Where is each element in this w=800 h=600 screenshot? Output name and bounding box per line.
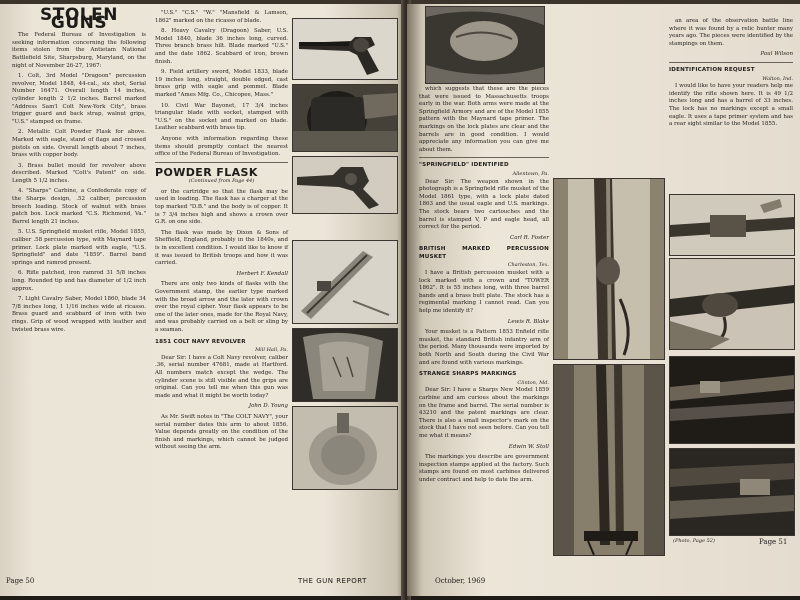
left-page [0, 4, 405, 596]
right-page-number: Page 51 [759, 538, 788, 546]
identification-heading: IDENTIFICATION REQUEST [669, 66, 755, 73]
rifle-breech-photo [425, 6, 545, 84]
letter-text: Dear Sir: The weapon shown in the photograph is a Springfield rifle musket of the Model 1861 type, with a lock plate dated 1863 and the usual eagle and U.S. markings. The stock bears two cartouches and the barrel is stamped V, P and eagle head, all correct for the period. [419, 178, 549, 231]
stolen-item: Anyone with information regarding these items should promptly contact the nearest office of the Federal Bureau of Investigation. [155, 135, 288, 158]
letter-place: Clinton, Md. [517, 379, 549, 386]
left-page-number: Page 50 [6, 577, 35, 585]
magazine-title: THE GUN REPORT [298, 577, 367, 585]
article-paragraph: an area of the observation battle line where it was found by a relic hunter many years ago. The pieces were identified by the stampings on them. [669, 18, 793, 47]
right-page [407, 4, 800, 596]
article-paragraph: or the cartridge so that the flask may be used in loading. The flask has a charger at the top marked "D.B." and the body is of copper. It is 7 3/4 inches high and shows a crown over G.R. on one side. [155, 188, 288, 226]
stolen-item: 6. Rifle patched, iron ramrod 31 5/8 inches long. Rounded tip and has diameter of 1/2 inch approx. [12, 270, 146, 292]
stolen-item: 10. Civil War Bayonet, 17 3/4 inches triangular blade with socket, stamped with "U.S." on the socket and marked on blade. Leather scabbard with brass tip. [155, 102, 288, 132]
letter-text: Dear Sir: I have a Colt Navy revolver, caliber .36, serial number 47681, made at Hartford. All numbers match except the wedge. The cylinder scene is still visible and the grips are original. Can you tell me when this gun was made and what it might be worth today? [155, 354, 288, 399]
stolen-item: 9. Field artillery sword, Model 1833, blade 19 inches long, straight, double edged, cast brass grip with eagle and pommel. Blade marked "Ames Mfg. Co., Chicopee, Mass." [155, 69, 288, 98]
stolen-guns-intro: The Federal Bureau of Investigation is seeking information concerning the following items stolen from the Antietam National Battlefield Site, Sharpsburg, Maryland, on the night of November 26-27, 1967: [12, 32, 146, 69]
article-paragraph: which suggests that these are the pieces that were issued to Massachusetts troops early in the war. Both arms were made at the Springfield Armory and are of the Model 1855 pattern with the Maynard tape primer. The markings on the lock plates are clear and the barrels are in good condition. I would appreciate any information you can give me about them. [419, 86, 549, 153]
musket-standing-photo [553, 178, 665, 360]
stolen-item: 4. "Sharps" Carbine, a Confederate copy of the Sharps design, .52 caliber, percussion breech loading. Stock of walnut with brass patch box. Lock marked "C.S. Richmond, Va." Barrel length 21 inches. [12, 188, 146, 225]
rifle-trigger-photo [669, 258, 795, 350]
stolen-item: 3. Brass bullet mould for revolver above described. Marked "Colt's Patent" on side. Length 5 1/2 inches. [12, 162, 146, 184]
letter-place: Walton, Ind. [762, 75, 793, 82]
stolen-item: 7. Light Cavalry Saber, Model 1860, blade 34 7/8 inches long, 1 1/16 inches wide at ricasso. Brass guard and scabbard of iron with two rings. Grip of wood wrapped with leather and twisted brass wire. [12, 296, 146, 333]
british-musket-heading: BRITISH MARKED PERCUSSION MUSKET [419, 246, 549, 260]
colt-navy-heading: 1851 COLT NAVY REVOLVER [155, 338, 246, 345]
letter-place: Allentown, Pa. [512, 170, 549, 177]
flask-engraving-photo [292, 328, 398, 402]
powder-flask-photo [292, 240, 398, 324]
continued-note: (Continued from Page 44) [188, 178, 255, 185]
letter-signature: John D. Young [248, 403, 288, 410]
rifle-barrel-photo [669, 356, 795, 444]
powder-flask-heading: POWDER FLASK [155, 165, 258, 179]
right-column-1 [419, 86, 549, 488]
divider [155, 162, 288, 163]
right-column-3 [669, 18, 793, 132]
article-paragraph: The flask was made by Dixon & Sons of Sheffield, England, probably in the 1840s, and is in excellent condition. I would like to know if it was issued to British troops and how it was carried. [155, 229, 288, 267]
editor-reply: As Mr. Swift notes in "The COLT NAVY", your serial number dates this arm to about 1856. Value depends greatly on the condition of the finish and markings, which cannot be judged without seeing the arm. [155, 413, 288, 451]
letter-text: Dear Sir: I have a Sharps New Model 1859 carbine and am curious about the markings on the frame and barrel. The serial number is 43210 and the patent markings are clear. There is also a small inspector's mark on the stock that I have not seen before. Can you tell me what it means? [419, 387, 549, 439]
divider [419, 157, 549, 158]
rifle-lock-photo [669, 194, 795, 256]
left-column-1 [12, 5, 146, 337]
letter-signature: Herbert F. Kendall [236, 270, 288, 277]
sharps-heading: STRANGE SHARPS MARKINGS [419, 371, 517, 378]
stolen-guns-heading: STOLEN GUNS [40, 5, 118, 33]
flask-side-photo [292, 406, 398, 490]
stolen-item: "U.S." "C.S." "W." "Mansfield & Lamson, 1862" marked on the ricasso of blade. [155, 10, 288, 24]
letter-place: Mill Hall, Pa. [255, 347, 288, 354]
letter-place: Charleston, Tex. [507, 262, 549, 269]
revolver-cylinder-photo [292, 84, 398, 152]
letter-text: I have a British percussion musket with a lock marked with a crown and "TOWER 1862". It is 55 inches long, with three barrel bands and a brass butt plate. The stock has a regimental marking I cannot read. Can you help me identify it? [419, 270, 549, 315]
divider [669, 62, 793, 63]
colt-dragoon-revolver-photo [292, 18, 398, 80]
brass-bullet-mould-photo [292, 156, 398, 214]
stolen-item: 8. Heavy Cavalry (Dragoon) Saber, U.S. Model 1840, blade 36 inches long, curved. Three branch brass hilt. Blade marked "U.S." and the date 1862. Scabbard of iron, brown finish. [155, 28, 288, 65]
rifle-pair-photo [553, 364, 665, 556]
springfield-heading: "SPRINGFIELD" IDENTIFIED [419, 162, 509, 169]
issue-date: October, 1969 [435, 577, 486, 585]
letter-signature: Lewis R. Blake [507, 318, 549, 325]
editor-reply: Your musket is a Pattern 1853 Enfield rifle musket, the standard British infantry arm of the period. Many thousands were imported by both North and South during the Civil War and are found with various markings. [419, 329, 549, 366]
editor-reply: The markings you describe are government inspection stamps applied at the factory. Such stamps are found on most carbines delivered under contract and help to date the arm. [419, 454, 549, 483]
photo-continued-note: (Photo, Page 52) [673, 538, 715, 544]
letter-signature: Carl R. Foster [509, 234, 549, 241]
stolen-item: 1. Colt, 3rd Model "Dragoon" percussion revolver, Model 1848, 44-cal., six shot, Serial Number 16471. Overall length 14 inches, cylinder length 2 1/2 inches. Barrel marked "Address Sam'l Colt New-York City", brass trigger guard and back strap, walnut grips, "U.S." stamped on frame. [12, 73, 146, 125]
letter-signature: Paul Wilson [760, 51, 793, 58]
rifle-stock-photo [669, 448, 795, 536]
stolen-item: 5. U.S. Springfield musket rifle, Model 1855, caliber .58 percussion type, with Maynard tape primer. Lock plate marked with eagle, "U.S. Springfield" and date "1859". Barrel band springs and ramrod present. [12, 229, 146, 266]
letter-signature: Edwin W. Stoll [508, 443, 549, 450]
editor-reply: There are only two kinds of flasks with the Government stamp, the earlier type marked with the broad arrow and the later with crown over the royal cipher. Your flask appears to be one of the later ones, made for the Royal Navy, and was probably carried on a belt or sling by a seaman. [155, 281, 288, 333]
letter-text: I would like to have your readers help me identify the rifle shown here. It is 49 1/2 inches long and has a barrel of 33 inches. The lock has no markings except a small eagle. It uses a tape primer system and has a rear sight similar to the Model 1855. [669, 83, 793, 128]
stolen-item: 2. Metallic Colt Powder Flask for above. Marked with eagle, stand of flags and crossed pistols on side. Overall length about 7 inches, brass with copper body. [12, 129, 146, 159]
left-column-2 [155, 10, 288, 455]
